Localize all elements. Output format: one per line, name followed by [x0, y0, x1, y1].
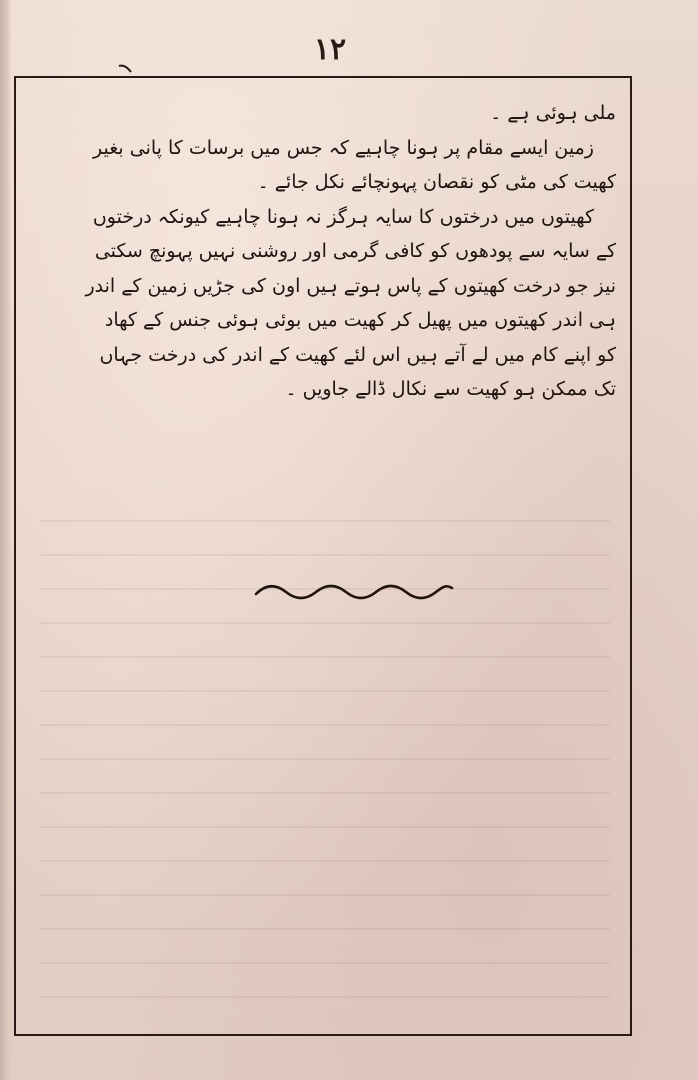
text-line: کے سایہ سے پودھوں کو کافی گرمی اور روشنی نہیں پہونچ سکتی [94, 240, 616, 262]
text-line: ملی ہوئی ہے ۔ [490, 102, 616, 124]
text-line: زمین ایسے مقام پر ہونا چاہیے کہ جس میں برسات کا پانی بغیر [93, 136, 594, 159]
text-line: کو اپنے کام میں لے آتے ہیں اس لئے کھیت کے اندر کی درخت جہاں [99, 343, 616, 366]
wavy-divider [254, 580, 454, 604]
text-line: کھیت کی مٹی کو نقصان پہونچائے نکل جائے ۔ [257, 171, 616, 193]
urdu-text-body [32, 96, 616, 407]
text-line: ہی اندر کھیتوں میں پھیل کر کھیت میں بوئی ہوئی جنس کے کھاد [104, 309, 616, 331]
text-line: تک ممکن ہو کھیت سے نکال ڈالے جاویں ۔ [285, 378, 616, 400]
page-binding-edge [0, 0, 12, 1080]
text-line: کھیتوں میں درختوں کا سایہ ہرگز نہ ہونا چاہیے کیونکہ درختوں [92, 205, 594, 228]
page-number: ۱۲ [313, 32, 347, 67]
ink-mark [118, 64, 132, 74]
text-line: نیز جو درخت کھیتوں کے پاس ہوتے ہیں اون کی جڑیں زمین کے اندر [85, 274, 616, 297]
